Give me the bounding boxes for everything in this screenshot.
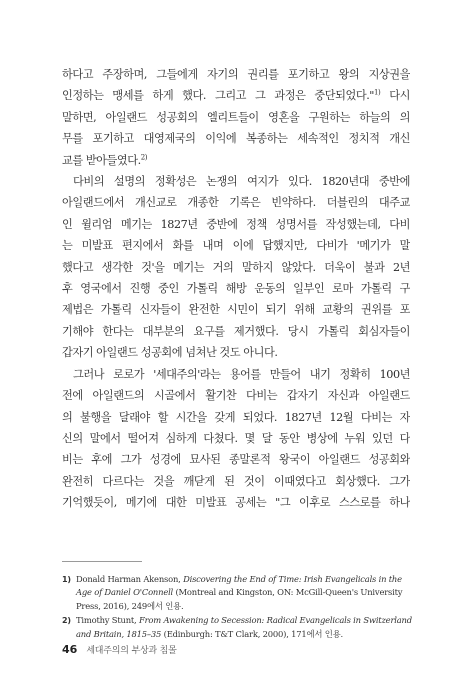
text-line: 그러나 로로가 '세대주의'라는 용어를 만들어 내기 정확히 100년 (73, 367, 410, 381)
footnote-ref-2: 2) (140, 152, 148, 161)
text-line: 제법은 가톨릭 신자들이 완전한 시민이 되기 위해 교황의 권위를 포 (62, 303, 410, 317)
footnotes (62, 573, 414, 642)
footnote-number: 1) (62, 575, 71, 584)
text-line: 하다고 주장하며, 그들에게 자기의 권리를 포기하고 왕의 지상권을 (62, 68, 410, 81)
footnote-2 (62, 614, 414, 641)
paragraph-1 (62, 64, 410, 171)
footnote-number: 2) (62, 616, 71, 626)
footnote-divider (62, 561, 142, 562)
text-line: 아일랜드에서 개신교로 개종한 기록은 빈약하다. 더블린의 대주교 (62, 196, 410, 210)
footnote-title: From Awakening to Secession: Radical Evangelicals in Switzerland and Britain, 1815–35 (76, 615, 412, 639)
paragraph-2 (62, 171, 410, 364)
footnote-ref-1: 1) (374, 88, 381, 97)
footnote-1 (62, 573, 414, 613)
text-line: 후 영국에서 진행 중인 가톨릭 해방 운동의 일부인 로마 가톨릭 구 (62, 282, 410, 296)
text-line: 갑자기 아일랜드 성공회에 넘쳐난 것도 아니다. (62, 346, 278, 360)
text-line: 의 불행을 달래야 할 시간을 갖게 되었다. 1827년 12월 다비는 자 (62, 410, 410, 424)
text-line: 했다고 생각한 것'을 메기는 거의 말하지 않았다. 더욱이 불과 2년 (62, 260, 410, 274)
text-line: 교를 받아들였다.$^{2)}$ (62, 152, 148, 167)
running-title: 세대주의의 부상과 침몰 (86, 646, 177, 656)
text-line: 비는 후에 그가 성경에 묘사된 종말론적 왕국이 아일랜드 성공회와 (62, 453, 410, 467)
text-line: 완전히 다르다는 것을 깨닫게 된 것이 이때였다고 회상했다. 그가 (62, 474, 410, 488)
page-number: 46 (62, 643, 78, 656)
page-footer (62, 643, 177, 656)
text-line: 기해야 한다는 대부분의 요구를 제거했다. 당시 가톨릭 회심자들이 (62, 324, 410, 338)
text-line: 는 미발표 편지에서 화를 내며 이에 답했지만, 다비가 '메기가 말 (62, 239, 410, 253)
text-line: 기억했듯이, 메기에 대한 미발표 공세는 "그 이후로 스스로를 하나 (62, 496, 410, 510)
footnote-text: Timothy Stunt, From Awakening to Secession: Radical Evangelicals in Switzerland and Britain, 1815–35 (Edinburgh: T&T Clark, 2000), 171에서 인용. (76, 615, 412, 639)
text-line: 신의 말에서 떨어져 심하게 다쳤다. 몇 달 동안 병상에 누워 있던 다 (62, 431, 410, 445)
footnote-title: Discovering the End of Time: Irish Evangelicals in the Age of Daniel O'Connell (76, 574, 402, 598)
text-line: 인 윌리엄 메기는 1827년 중반에 정책 성명서를 작성했는데, 다비 (62, 217, 410, 231)
text-line: 말하면, 아일랜드 성공회의 엘리트들이 영혼을 구원하는 하늘의 의 (62, 110, 410, 124)
footnote-text: Donald Harman Akenson, Discovering the End of Time: Irish Evangelicals in the Age of Daniel O'Connell (Montreal and Kingston, ON: McGill-Queen's University Press, 2016), 249에서 인용. (76, 574, 403, 611)
text-line: 무를 포기하고 대영제국의 이익에 복종하는 세속적인 정치적 개신 (62, 132, 410, 146)
body-text (62, 64, 410, 514)
text-line: 전에 아일랜드의 시골에서 활기찬 다비는 갑자기 자신과 아일랜드 (62, 389, 410, 403)
text-line: 인정하는 맹세를 하게 했다. 그리고 그 과정은 중단되었다."$^{1)}$ 다시 (62, 88, 410, 103)
paragraph-3 (62, 364, 410, 514)
text-line: 다비의 설명의 정확성은 논쟁의 여지가 있다. 1820년대 중반에 (73, 175, 410, 189)
